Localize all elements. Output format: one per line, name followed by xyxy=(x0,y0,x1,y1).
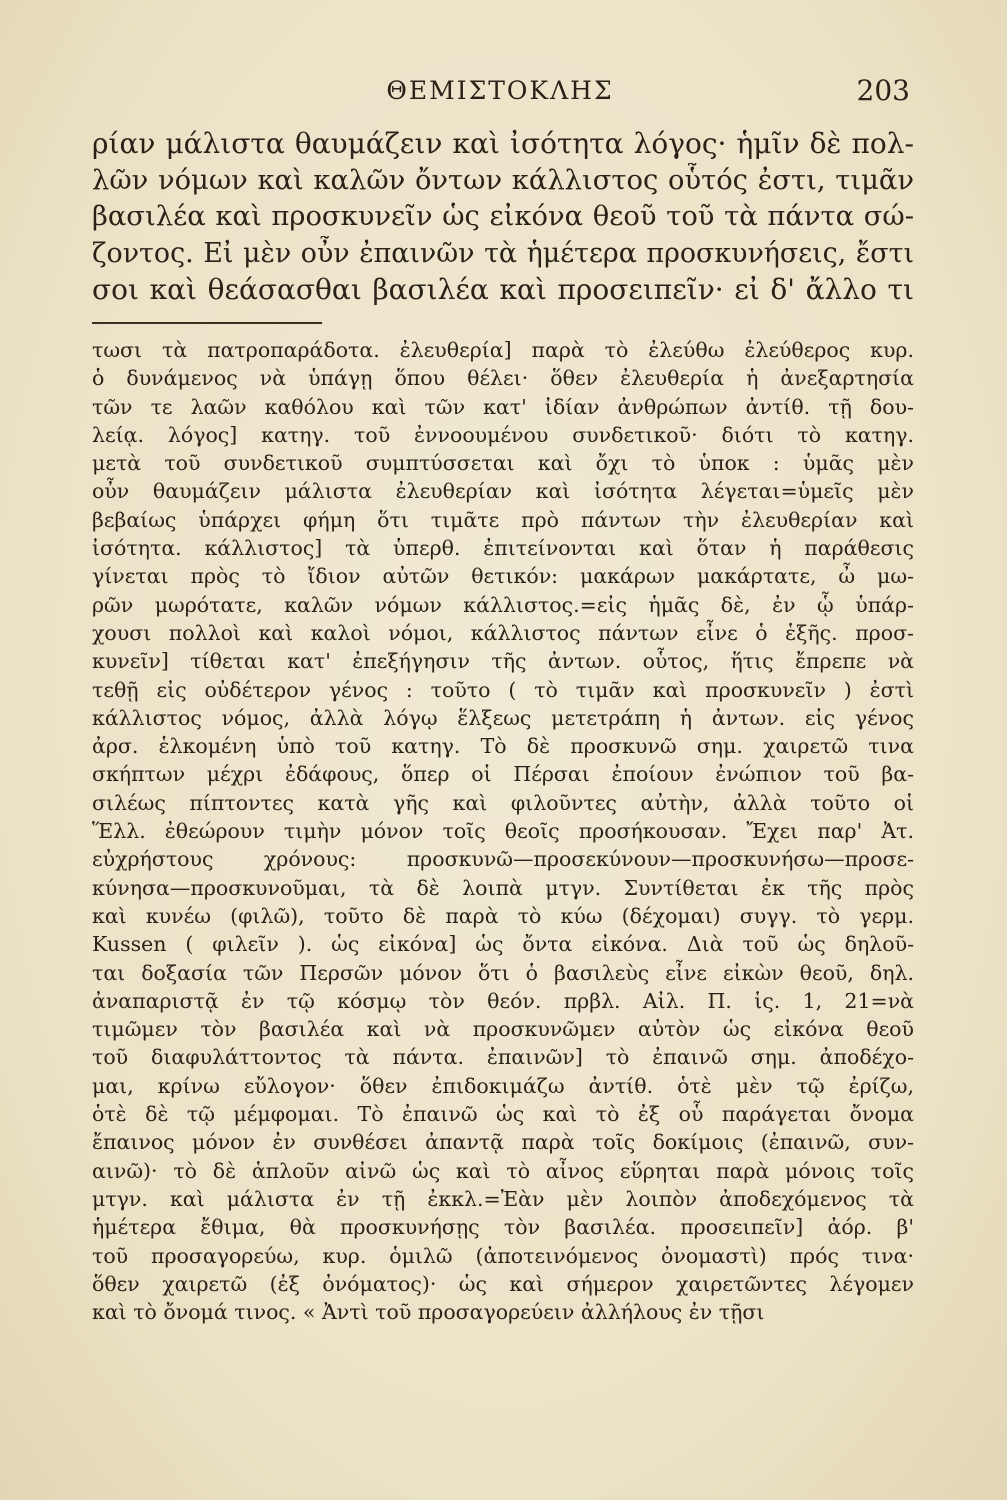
note-line: ται δοξασία τῶν Περσῶν μόνον ὅτι ὁ βασιλεὺς εἶνε εἰκὼν θεοῦ, δηλ. xyxy=(92,960,914,985)
note-line: τιμῶμεν τὸν βασιλέα καὶ νὰ προσκυνῶμεν αὐτὸν ὡς εἰκόνα θεοῦ xyxy=(92,1017,914,1042)
main-text-line: ζοντος. Εἰ μὲν οὖν ἐπαινῶν τὰ ἡμέτερα προσκυνήσεις, ἔστι xyxy=(92,237,914,269)
note-line: τοῦ διαφυλάττοντος τὰ πάντα. ἐπαινῶν] τὸ ἐπαινῶ σημ. ἀποδέχο- xyxy=(92,1045,914,1070)
note-line: τωσι τὰ πατροπαράδοτα. ἐλευθερία] παρὰ τὸ ἐλεύθω ἐλεύθερος κυρ. xyxy=(92,338,914,362)
main-text-line: σοι καὶ θεάσασθαι βασιλέα καὶ προσειπεῖν· εἰ δ' ἄλλο τι xyxy=(92,273,914,306)
main-text xyxy=(92,126,914,309)
note-line: καὶ τὸ ὄνομά τινος. « Ἀντὶ τοῦ προσαγορεύειν ἀλλήλους ἐν τῇσι xyxy=(92,1300,765,1325)
main-text-line: ρίαν μάλιστα θαυμάζειν καὶ ἰσότητα λόγος· ἡμῖν δὲ πολ- xyxy=(92,127,914,160)
note-line: ὁ δυνάμενος νὰ ὑπάγῃ ὅπου θέλει· ὅθεν ἐλευθερία ἡ ἀνεξαρτησία xyxy=(92,366,914,391)
note-line: ἰσότητα. κάλλιστος] τὰ ὑπερθ. ἐπιτείνονται καὶ ὅταν ἡ παράθεσις xyxy=(92,536,914,561)
note-line: οὖν θαυμάζειν μάλιστα ἐλευθερίαν καὶ ἰσότητα λέγεται=ὑμεῖς μὲν xyxy=(92,479,914,504)
note-line: Kussen ( φιλεῖν ). ὡς εἰκόνα] ὡς ὄντα εἰκόνα. Διὰ τοῦ ὡς δηλοῦ- xyxy=(92,932,914,957)
commentary-notes xyxy=(92,336,914,1326)
page-header xyxy=(90,72,910,112)
note-line: ὅθεν χαιρετῶ (ἐξ ὀνόματος)· ὡς καὶ σήμερον χαιρετῶντες λέγομεν xyxy=(92,1271,914,1296)
note-line: εὐχρήστους χρόνους: προσκυνῶ—προσεκύνουν—προσκυνήσω—προσε- xyxy=(92,847,914,872)
note-line: σιλέως πίπτοντες κατὰ γῆς καὶ φιλοῦντες αὐτὴν, ἀλλὰ τοῦτο οἱ xyxy=(92,790,914,815)
note-line: ἀναπαριστᾷ ἐν τῷ κόσμῳ τὸν θεόν. πρβλ. Αἰλ. Π. ἱς. 1, 21=νὰ xyxy=(92,988,914,1013)
note-line: τοῦ προσαγορεύω, κυρ. ὁμιλῶ (ἀποτεινόμενος ὀνομαστὶ) πρός τινα· xyxy=(92,1243,914,1268)
note-line: μετὰ τοῦ συνδετικοῦ συμπτύσσεται καὶ ὄχι τὸ ὑποκ : ὑμᾶς μὲν xyxy=(92,451,914,476)
note-line: λείᾳ. λόγος] κατηγ. τοῦ ἐννοουμένου συνδετικοῦ· διότι τὸ κατηγ. xyxy=(92,422,914,447)
note-line: γίνεται πρὸς τὸ ἴδιον αὐτῶν θετικόν: μακάρων μακάρτατε, ὦ μω- xyxy=(92,564,914,589)
note-line: αινῶ)· τὸ δὲ ἁπλοῦν αἰνῶ ὡς καὶ τὸ αἶνος εὕρηται παρὰ μόνοις τοῖς xyxy=(92,1158,914,1183)
note-line: κυνεῖν] τίθεται κατ' ἐπεξήγησιν τῆς ἀντων. οὗτος, ἥτις ἔπρεπε νὰ xyxy=(92,649,914,674)
note-line: κύνησα—προσκυνοῦμαι, τὰ δὲ λοιπὰ μτγν. Συντίθεται ἐκ τῆς πρὸς xyxy=(92,875,914,900)
note-line: βεβαίως ὑπάρχει φήμη ὅτι τιμᾶτε πρὸ πάντων τὴν ἐλευθερίαν καὶ xyxy=(92,507,914,532)
running-title: ΘΕΜΙΣΤΟΚΛΗΣ xyxy=(386,76,614,105)
note-line: ὁτὲ δὲ τῷ μέμφομαι. Τὸ ἐπαινῶ ὡς καὶ τὸ ἐξ οὗ παράγεται ὄνομα xyxy=(92,1102,914,1127)
note-line: μτγν. καὶ μάλιστα ἐν τῇ ἐκκλ.=Ἐὰν μὲν λοιπὸν ἀποδεχόμενος τὰ xyxy=(92,1186,914,1211)
note-line: μαι, κρίνω εὔλογον· ὅθεν ἐπιδοκιμάζω ἀντίθ. ὁτὲ μὲν τῷ ἐρίζω, xyxy=(92,1073,914,1098)
note-line: κάλλιστος νόμος, ἀλλὰ λόγῳ ἕλξεως μετετράπη ἡ ἀντων. εἰς γένος xyxy=(92,705,914,730)
note-line: ρῶν μωρότατε, καλῶν νόμων κάλλιστος.=εἰς ἡμᾶς δὲ, ἐν ᾧ ὑπάρ- xyxy=(92,592,914,617)
note-line: ἡμέτερα ἔθιμα, θὰ προσκυνήσῃς τὸν βασιλέα. προσειπεῖν] ἀόρ. β' xyxy=(92,1215,914,1240)
footnote-divider xyxy=(92,322,322,324)
note-line: καὶ κυνέω (φιλῶ), τοῦτο δὲ παρὰ τὸ κύω (δέχομαι) συγγ. τὸ γερμ. xyxy=(92,903,914,928)
main-text-line: βασιλέα καὶ προσκυνεῖν ὡς εἰκόνα θεοῦ τοῦ τὰ πάντα σώ- xyxy=(92,201,914,232)
main-text-line: λῶν νόμων καὶ καλῶν ὄντων κάλλιστος οὗτός ἐστι, τιμᾶν xyxy=(92,164,914,196)
note-line: τεθῇ εἰς οὐδέτερον γένος : τοῦτο ( τὸ τιμᾶν καὶ προσκυνεῖν ) ἐστὶ xyxy=(92,677,914,702)
note-line: Ἕλλ. ἐθεώρουν τιμὴν μόνον τοῖς θεοῖς προσήκουσαν. Ἔχει παρ' Ἀτ. xyxy=(92,819,914,844)
page-number: 203 xyxy=(856,74,910,107)
note-line: χουσι πολλοὶ καὶ καλοὶ νόμοι, κάλλιστος πάντων εἶνε ὁ ἑξῆς. προσ- xyxy=(92,620,914,645)
note-line: τῶν τε λαῶν καθόλου καὶ τῶν κατ' ἰδίαν ἀνθρώπων ἀντίθ. τῇ δου- xyxy=(92,394,914,419)
note-line: ἀρσ. ἑλκομένη ὑπὸ τοῦ κατηγ. Τὸ δὲ προσκυνῶ σημ. χαιρετῶ τινα xyxy=(92,734,914,759)
note-line: ἔπαινος μόνον ἐν συνθέσει ἀπαντᾷ παρὰ τοῖς δοκίμοις (ἐπαινῶ, συν- xyxy=(92,1130,914,1155)
note-line: σκήπτων μέχρι ἐδάφους, ὅπερ οἱ Πέρσαι ἐποίουν ἐνώπιον τοῦ βα- xyxy=(92,762,914,787)
